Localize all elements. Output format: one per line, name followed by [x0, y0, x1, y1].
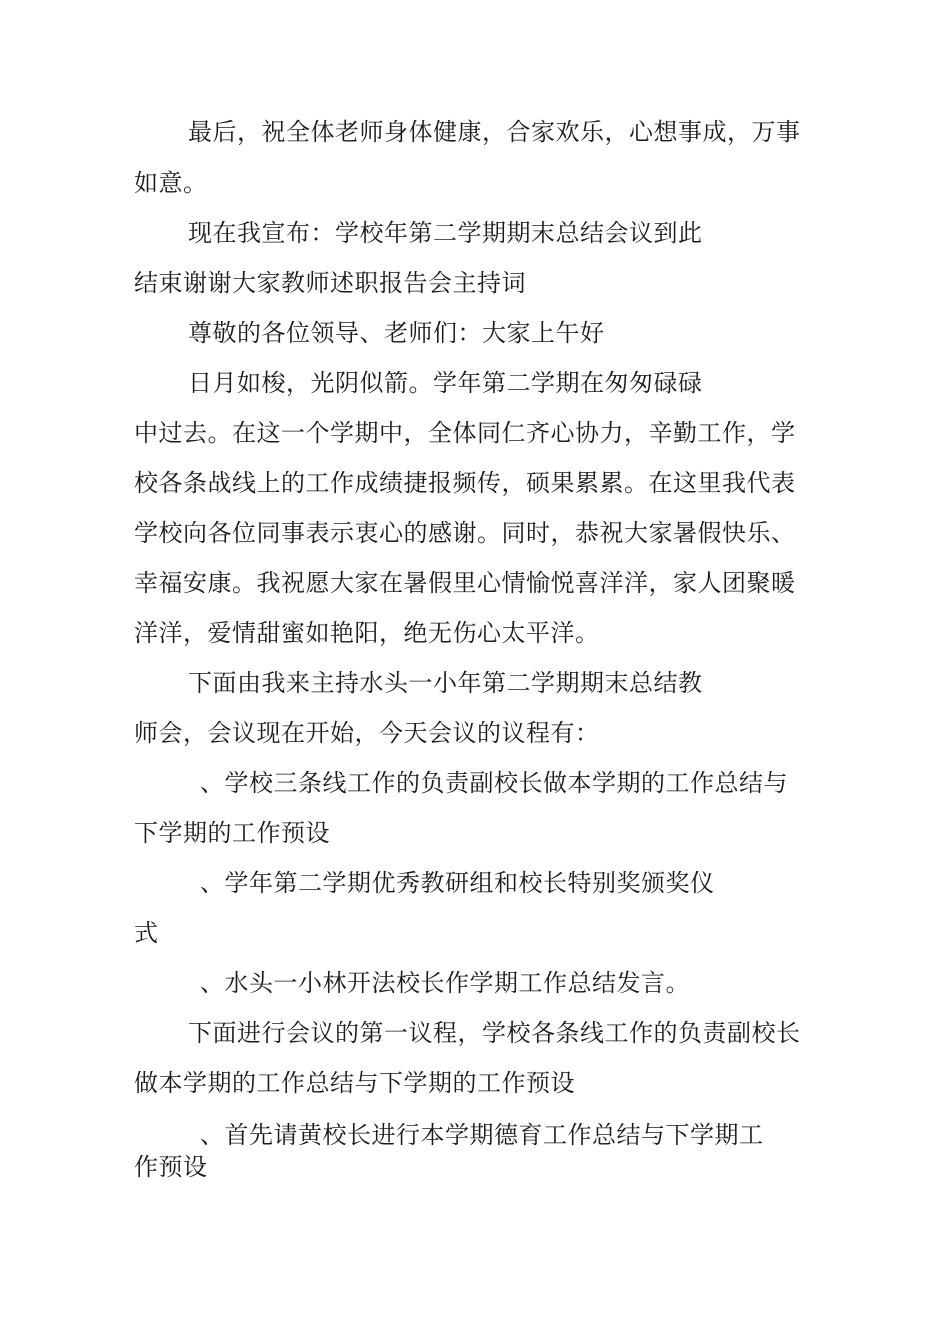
text-line: 中过去。在这一个学期中，全体同仁齐心协力，辛勤工作，学: [134, 419, 796, 447]
text-line: 、学校三条线工作的负责副校长做本学期的工作总结与: [200, 769, 788, 797]
text-line: 最后，祝全体老师身体健康，合家欢乐，心想事成，万事: [188, 118, 801, 146]
text-line: 结束谢谢大家教师述职报告会主持词: [134, 269, 526, 297]
text-line: 现在我宣布：学校年第二学期期末总结会议到此: [188, 219, 703, 247]
text-line: 下面进行会议的第一议程，学校各条线工作的负责副校长: [188, 1019, 801, 1047]
text-line: 校各条战线上的工作成绩捷报频传，硕果累累。在这里我代表: [134, 469, 796, 497]
text-line: 洋洋，爱情甜蜜如艳阳，绝无伤心太平洋。: [134, 619, 600, 647]
text-line: 幸福安康。我祝愿大家在暑假里心情愉悦喜洋洋，家人团聚暖: [134, 569, 796, 597]
text-line: 下学期的工作预设: [134, 819, 330, 847]
text-line: 学校向各位同事表示衷心的感谢。同时，恭祝大家暑假快乐、: [134, 519, 796, 547]
text-line: 如意。: [134, 169, 208, 197]
text-line: 、首先请黄校长进行本学期德育工作总结与下学期工: [200, 1121, 764, 1149]
text-line: 师会，会议现在开始，今天会议的议程有：: [134, 719, 600, 747]
text-line: 作预设: [134, 1153, 208, 1181]
text-line: 、学年第二学期优秀教研组和校长特别奖颁奖仪: [200, 869, 715, 897]
text-line: 式: [134, 919, 159, 947]
text-line: 日月如梭，光阴似箭。学年第二学期在匆匆碌碌: [188, 369, 703, 397]
text-line: 下面由我来主持水头一小年第二学期期末总结教: [188, 669, 703, 697]
text-line: 、水头一小林开法校长作学期工作总结发言。: [200, 969, 690, 997]
text-line: 做本学期的工作总结与下学期的工作预设: [134, 1069, 575, 1097]
text-line: 尊敬的各位领导、老师们：大家上午好: [188, 319, 605, 347]
